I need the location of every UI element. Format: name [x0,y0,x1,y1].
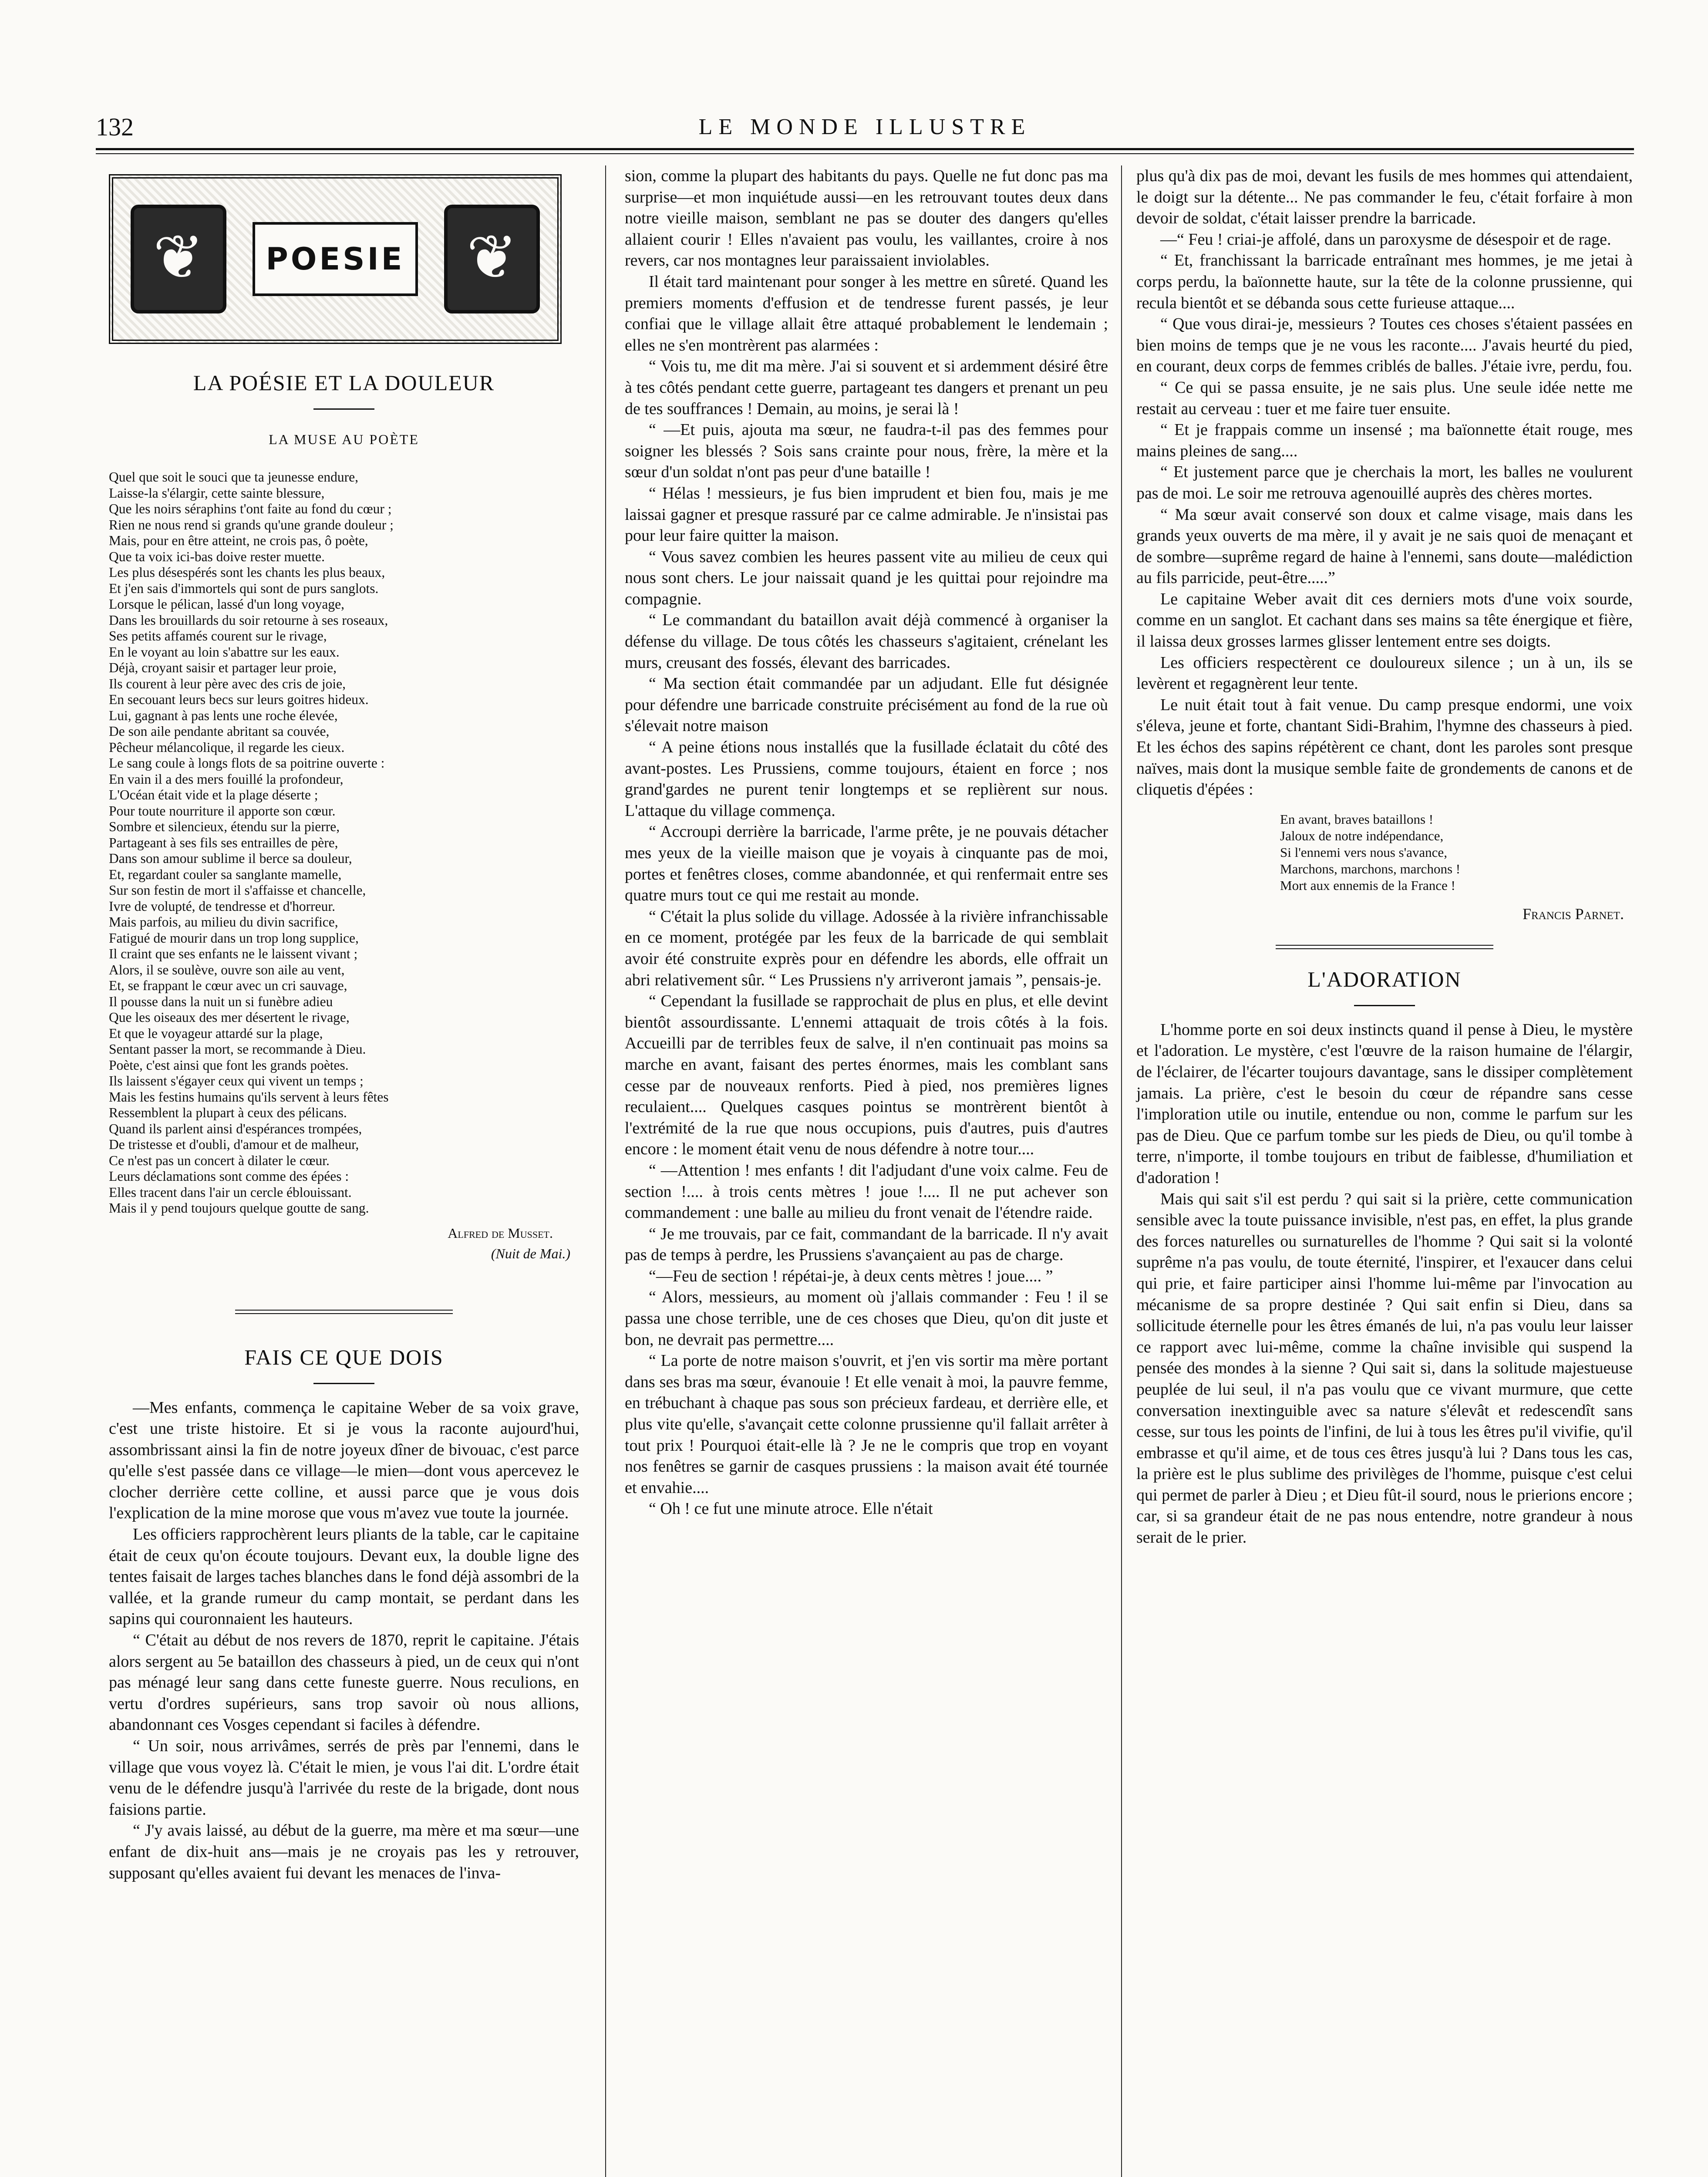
paragraph: “ —Attention ! mes enfants ! dit l'adjudant d'une voix calme. Feu de section !.... à trois cents mètres ! joue !.... Il ne put achever son commandement : une balle au milieu du front venait de l'étendre raide. [625,1161,1108,1222]
paragraph: “ Oh ! ce fut une minute atroce. Elle n'était [649,1500,933,1518]
story-author: Francis Parnet. [1522,905,1624,923]
poem-source: (Nuit de Mai.) [491,1245,570,1261]
paragraph: sion, comme la plupart des habitants du pays. Quelle ne fut donc pas ma surprise—et mon inquiétude aussi—en les retrouvant toutes deux dans notre vieille maison, semblant ne pas se douter des dangers qu'elles allaient courir ! Elles n'avaient pas voulu, les vaillantes, croire à nos revers, car nos montagnes leur paraissaient inviolables. [625,167,1108,270]
poem-author: Alfred de Musset. [448,1225,553,1241]
paragraph: “ Le commandant du bataillon avait déjà commencé à organiser la défense du village. De tous côtés les chasseurs s'agitaient, crénelant les murs, creusant des fossés, élevant des barricades. [625,611,1108,672]
section-rule [235,1313,453,1314]
journal-title: LE MONDE ILLUSTRE [698,115,1031,139]
paragraph: Mais qui sait s'il est perdu ? qui sait si la prière, cette communication sensible avec la toute puissance invisible, n'est pas, en effet, la plus grande des forces naturelles ou surnaturelles de l'homme ? Qui sait si la volonté suprême n'a pas voulu, de toute éternité, l'inspirer, et l'exaucer dans celui qui prie, et faire participer ainsi l'homme lui-même par l'invocation au mécanisme de sa propre destinée ? Qui sait enfin si Dieu, dans sa sollicitude éternelle pour les êtres émanés de lui, n'a pas voulu leur laisser ce rapport avec lui-même, comme la chaîne invisible qui suspend la pensée des mondes à la sienne ? Qui sait si, dans la solitude majestueuse peuplée de lui seul, il n'a pas voulu que ce vivant murmure, que cette conversation inextinguible avec sa nature s'élevât et redescendît sans cesse, sur tous les points de l'infini, de lui à tous les êtres pu'il vivifie, qu'il embrasse et qu'il aime, et de tous ces êtres jusqu'à lui ? Dans tous les cas, la prière est le plus sublime des privilèges de l'homme, puisque c'est celui qui permet de parler à Dieu ; et Dieu fût-il sourd, nous le prierions encore ; car, si sa grandeur était de ne pas nous entendre, notre grandeur à nous serait de le prier. [1136,1190,1633,1547]
paragraph: “ Vois tu, me dit ma mère. J'ai si souvent et si ardemment désiré être à tes côtés pendant cette guerre, partageant tes dangers et prenant un peu de tes souffrances ! Demain, au moins, je serai là ! [625,357,1108,418]
title-rule [313,1383,374,1384]
banner-label-box [253,222,418,296]
paragraph: Le capitaine Weber avait dit ces derniers mots d'une voix sourde, comme en un sanglot. Et cachant dans ses mains sa tête énergique et fière, il laissa deux grosses larmes glisser lentement entre ses doigts. [1136,590,1633,651]
page-header [96,112,1634,141]
story-continuation [1136,165,1633,800]
story-body [109,1397,579,1884]
paragraph: L'homme porte en soi deux instincts quand il pense à Dieu, le mystère et l'adoration. Le mystère, c'est l'œuvre de la raison humaine de l'élargir, de l'éclairer, de l'écarter toujours davantage, sans le dissiper complètement jamais. La prière, c'est le besoin du cœur de répandre sans cesse l'imploration utile ou inutile, entendue ou non, comme le parfum sur les pas de Dieu. Que ce parfum tombe sur les pieds de Dieu, ou qu'il tombe à terre, n'importe, il tombe toujours en tribut de faiblesse, d'humiliation et d'adoration ! [1136,1020,1633,1187]
column-divider [1121,165,1122,2177]
paragraph: “ C'était au début de nos revers de 1870, reprit le capitaine. J'étais alors sergent au 5e bataillon des chasseurs à pied, un de ceux qui n'ont pas ménagé leur sang dans cette funeste guerre. Nous reculions, en vertu d'ordres supérieurs, sans trop savoir où nous allions, abandonnant ces Vosges cependant si faciles à défendre. [109,1631,579,1734]
paragraph: “ C'était la plus solide du village. Adossée à la rivière infranchissable en ce moment, protégée par les feux de la barricade de qui semblait avoir été construite exprès pour en défendre les abords, elle offrait un abri relativement sûr. “ Les Prussiens n'y arriveront jamais ”, pensais-je. [625,907,1108,989]
section-rule [1276,945,1493,946]
paragraph: “ Accroupi derrière la barricade, l'arme prête, je ne pouvais détacher mes yeux de la vieille maison que je voyais à cinquante pas de moi, portes et fenêtres closes, comme abandonnée, et qui renfermait entre ses quatre murs tout ce qui me restait au monde. [625,822,1108,905]
paragraph: “ Ma section était commandée par un adjudant. Elle fut désignée pour défendre une barricade construite précisément au fond de la rue où s'élevait notre maison [625,674,1108,735]
column-3 [1136,165,1633,1548]
title-rule [1354,1005,1415,1006]
paragraph: “—Feu de section ! répétai-je, à deux cents mètres ! joue.... ” [649,1267,1053,1285]
poetry-banner [109,174,562,344]
section-rule [235,1310,453,1311]
paragraph: “ Je me trouvais, par ce fait, commandant de la barricade. Il n'y avait pas de temps à perdre, les Prussiens s'avançaient au pas de charge. [625,1224,1108,1264]
essay-body [1136,1019,1633,1548]
paragraph: “ Cependant la fusillade se rapprochait de plus en plus, et elle devint bientôt assourdissante. L'ennemi attaquait de trois côtés à la fois. Accueilli par de terribles feux de salve, il n'en continuait pas moins sa marche en avant, faisant des pertes énormes, mais les comblant sans cesse par de nouveaux renforts. Pied à pied, nos premières lignes reculaient.... Quelques casques pointus se montrèrent bientôt à l'extrémité de la rue que nous occupions, puis d'autres, puis d'autres encore : le moment était venu de nous défendre à notre tour.... [625,992,1108,1159]
banner-label: POESIE [266,241,405,277]
paragraph: Il était tard maintenant pour songer à les mettre en sûreté. Quand les premiers moments d'effusion et de tendresse furent passés, je leur confiai que le village allait être attaqué probablement le lendemain ; elles ne s'en montrèrent pas alarmées : [625,272,1108,354]
paragraph: plus qu'à dix pas de moi, devant les fusils de mes hommes qui attendaient, le doigt sur la détente... Ne pas commander le feu, c'était forfaire à mon devoir de soldat, c'était laisser prendre la barricade. [1136,167,1633,228]
title-rule [313,408,374,410]
paragraph: “ J'y avais laissé, au début de la guerre, ma mère et ma sœur—une enfant de dix-huit ans—mais je ne croyais pas les y retrouver, supposant qu'elles avaient fui devant les menaces de l'inva- [109,1821,579,1882]
paragraph: “ Et je frappais comme un insensé ; ma baïonnette était rouge, mes mains pleines de sang.... [1136,421,1633,460]
paragraph: “ Vous savez combien les heures passent vite au milieu de ceux qui nous sont chers. Le jour naissait quand je les quittai pour rejoindre ma compagnie. [625,547,1108,608]
section-rule [1276,948,1493,949]
paragraph: Les officiers respectèrent ce douloureux silence ; un à un, ils se levèrent et regagnèrent leur tente. [1136,653,1633,693]
paragraph: “ Ce qui se passa ensuite, je ne sais plus. Une seule idée nette me restait au cerveau : tuer et me faire tuer ensuite. [1136,378,1633,418]
ornament-right-icon [444,205,540,313]
paragraph: “ Que vous dirai-je, messieurs ? Toutes ces choses s'étaient passées en bien moins de temps que je ne vous les raconte.... J'avais heurté du pied, en courant, deux corps de femmes criblés de balles. J'étaie ivre, perdu, fou. [1136,315,1633,376]
poem-subtitle: LA MUSE AU POÈTE [269,431,419,447]
paragraph: “ La porte de notre maison s'ouvrit, et j'en vis sortir ma mère portant dans ses bras ma sœur, évanouie ! Et elle venait à moi, la pauvre femme, en trébuchant à chaque pas sous son précieux fardeau, et derrière elle, et plus vite qu'elle, s'avançait cette colonne prussienne qu'il fallait arrêter à tout prix ! Pourquoi était-elle là ? Je ne le compris que trop en voyant nos fenêtres se garnir de casques prussiens : la maison avait été tournée et envahie.... [625,1351,1108,1497]
paragraph: “ Et justement parce que je cherchais la mort, les balles ne voulurent pas de moi. Le soir me retrouva agenouillé auprès des chères mortes. [1136,463,1633,502]
song-verse: En avant, braves bataillons ! Jaloux de notre indépendance, Si l'ennemi vers nous s'avance, Marchons, marchons, marchons ! Mort aux ennemis de la France ! [1280,811,1461,893]
paragraph: Les officiers rapprochèrent leurs pliants de la table, car le capitaine était de ceux qu'on écoute toujours. Devant eux, la double ligne des tentes faisait de larges taches blanches dans le fond déjà assombri de la vallée, et la grande rumeur du camp montait, se perdant dans les sapins qui couronnaient les hauteurs. [109,1525,579,1628]
poem-text: Quel que soit le souci que ta jeunesse endure, Laisse-la s'élargir, cette sainte blessure, Que les noirs séraphins t'ont faite au fond du cœur ; Rien ne nous rend si grands qu'une grande douleur ; Mais, pour en être atteint, ne crois pas, ô poète, Que ta voix ici-bas doive rester muette. Les plus désespérés sont les chants les plus beaux, Et j'en sais d'immortels qui sont de purs sanglots. Lorsque le pélican, lassé d'un long voyage, Dans les brouillards du soir retourne à ses roseaux, Ses petits affamés courent sur le rivage, En le voyant au loin s'abattre sur les eaux. Déjà, croyant saisir et partager leur proie, Ils courent à leur père avec des cris de joie, En secouant leurs becs sur leurs goitres hideux. Lui, gagnant à pas lents une roche élevée, De son aile pendante abritant sa couvée, Pêcheur mélancolique, il regarde les cieux. Le sang coule à longs flots de sa poitrine ouverte : En vain il a des mers fouillé la profondeur, L'Océan était vide et la plage déserte ; Pour toute nourriture il apporte son cœur. Sombre et silencieux, étendu sur la pierre, Partageant à ses fils ses entrailles de père, Dans son amour sublime il berce sa douleur, Et, regardant couler sa sanglante mamelle, Sur son festin de mort il s'affaisse et chancelle, Ivre de volupté, de tendresse et d'horreur. Mais parfois, au milieu du divin sacrifice, Fatigué de mourir dans un trop long supplice, Il craint que ses enfants ne le laissent vivant ; Alors, il se soulève, ouvre son aile au vent, Et, se frappant le cœur avec un cri sauvage, Il pousse dans la nuit un si funèbre adieu Que les oiseaux des mer désertent le rivage, Et que le voyageur attardé sur la plage, Sentant passer la mort, se recommande à Dieu. Poète, c'est ainsi que font les grands poètes. Ils laissent s'égayer ceux qui vivent un temps ; Mais les festins humains qu'ils servent à leurs fêtes Ressemblent la plupart à ceux des pélicans. Quand ils parlent ainsi d'espérances trompées, De tristesse et d'oubli, d'amour et de malheur, Ce n'est pas un concert à dilater le cœur. Leurs déclamations sont comme des épées : Elles tracent dans l'air un cercle éblouissant. Mais il y pend toujours quelque goutte de sang. [109,469,394,1216]
paragraph: —“ Feu ! criai-je affolé, dans un paroxysme de désespoir et de rage. [1160,230,1611,249]
paragraph: “ A peine étions nous installés que la fusillade éclatait du côté des avant-postes. Les Prussiens, comme toujours, étaient en force ; nos grand'gardes ne purent tenir longtemps et se replièrent sur nous. L'attaque du village commença. [625,738,1108,820]
paragraph: “ Et, franchissant la barricade entraînant mes hommes, je me jetai à corps perdu, la baïonnette haute, sur la tête de la colonne prussienne, qui recula bientôt et se débanda sous cette furieuse attaque.... [1136,251,1633,312]
column-divider [605,165,606,2177]
paragraph: Le nuit était tout à fait venue. Du camp presque endormi, une voix s'éleva, jeune et forte, chantant Sidi-Brahim, l'hymne des chasseurs à pied. Et les échos des sapins répétèrent ce chant, dont les paroles sont presque naïves, mais dont la musique semble faite de grondements de canons et de cliquetis d'épées : [1136,695,1633,799]
paragraph: “ Ma sœur avait conservé son doux et calme visage, mais dans les grands yeux ouverts de ma mère, il y avait je ne sais quoi de menaçant et de sombre—suprême regard de haine à l'ennemi, sans doute—malédiction au fils parricide, peut-être.....” [1136,505,1633,587]
paragraph: “ Alors, messieurs, au moment où j'allais commander : Feu ! il se passa une chose terrible, une de ces choses que Dieu, qu'on dit juste et bon, ne devrait pas permettre.... [625,1288,1108,1349]
header-rule [96,148,1634,154]
column-2 [625,165,1108,1520]
essay-title: L'ADORATION [1307,967,1462,991]
story-title: FAIS CE QUE DOIS [244,1345,444,1369]
poem-title: LA POÉSIE ET LA DOULEUR [193,371,495,395]
column-1 [109,165,579,1884]
paragraph: “ Hélas ! messieurs, je fus bien imprudent et bien fou, mais je me laissai gagner et presque rassuré par ce calme admirable. Je n'insistai pas pour leur faire quitter la maison. [625,484,1108,545]
paragraph: “ Un soir, nous arrivâmes, serrés de près par l'ennemi, dans le village que vous voyez là. C'était le mien, je vous l'ai dit. L'ordre était venu de le défendre jusqu'à l'arrivée du reste de la brigade, dont nous faisions partie. [109,1737,579,1819]
paragraph: —Mes enfants, commença le capitaine Weber de sa voix grave, c'est une triste histoire. Et si je vous la raconte aujourd'hui, assombrissant ainsi la fin de notre joyeux dîner de bivouac, c'est parce qu'elle s'est passée dans ce village—le mien—dont vous apercevez le clocher derrière cette colline, et aussi parce que je vous dois l'explication de la mine morose que vous m'avez vue toute la journée. [109,1398,579,1523]
page-number: 132 [96,113,134,141]
ornament-left-icon [131,205,226,313]
paragraph: “ —Et puis, ajouta ma sœur, ne faudra-t-il pas des femmes pour soigner les blessés ? Sois sans crainte pour nous, frère, la mère et la sœur d'un soldat n'ont pas peur d'une bataille ! [625,421,1108,482]
